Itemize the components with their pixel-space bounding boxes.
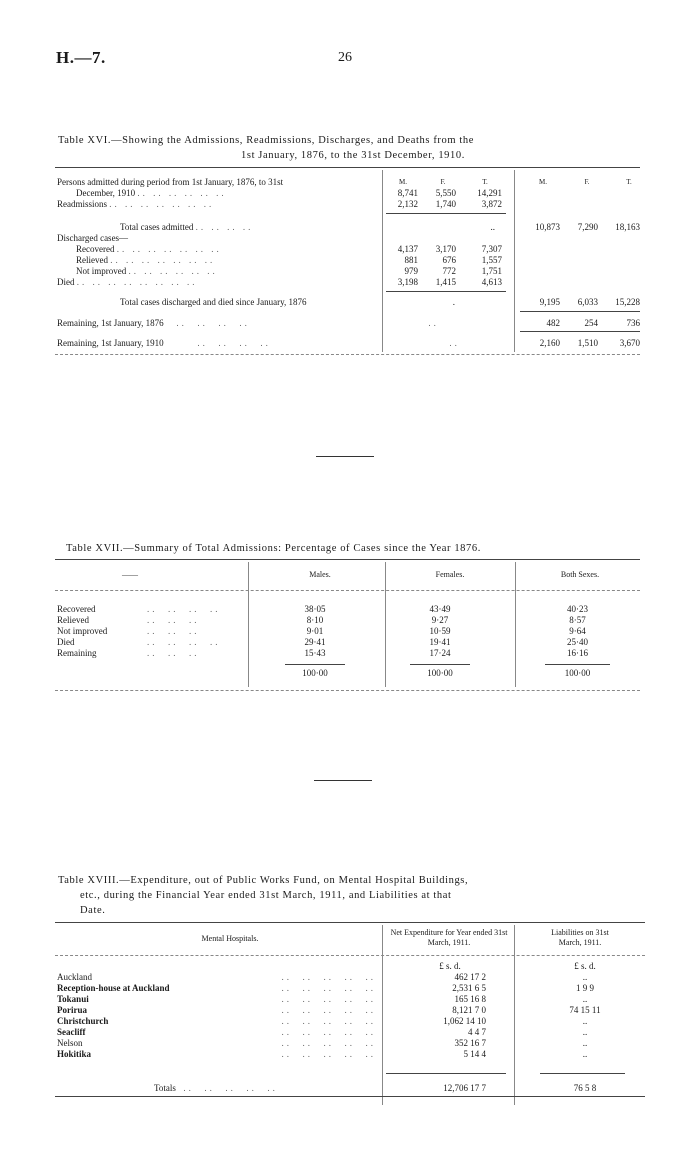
t16-subtotal-rule xyxy=(520,331,640,332)
t16-cell: 10,873 xyxy=(535,222,560,232)
t16-row-label: Not improved .. .. .. .. .. .. xyxy=(76,266,218,276)
t18-cell-liabilities: 74 15 11 xyxy=(569,1005,601,1015)
t16-cell: 14,291 xyxy=(477,188,502,198)
t16-row-label: Discharged cases— xyxy=(57,233,129,243)
t18-row-name: Hokitika xyxy=(57,1049,92,1059)
t16-cell: 482 xyxy=(546,318,560,328)
t16-head-m-outer: M. xyxy=(539,178,547,186)
t17-head-females: Females. xyxy=(435,570,465,579)
table16-divider-2 xyxy=(514,170,515,352)
t17-cell-males: 8·10 xyxy=(306,615,324,625)
table17-divider xyxy=(248,562,249,687)
table-row: Died .. .. .. .. xyxy=(57,637,221,647)
t16-cell: 736 xyxy=(626,318,640,328)
t16-cell: 676 xyxy=(442,255,456,265)
table-row: Remaining .. .. .. xyxy=(57,648,200,658)
table-row: Auckland .. .. .. .. .. xyxy=(57,972,376,982)
t18-cell-liabilities: .. xyxy=(582,1027,588,1037)
t16-subtotal-rule xyxy=(386,291,506,292)
table17-title: Table XVII.—Summary of Total Admissions: Percentage of Cases since the Year 1876. xyxy=(66,543,481,554)
t16-row-label: Readmissions .. .. .. .. .. .. .. xyxy=(57,199,215,209)
t16-row-label: December, 1910 .. .. .. .. .. .. xyxy=(76,188,227,198)
t16-cell: 4,613 xyxy=(481,277,502,287)
table18-divider xyxy=(382,925,383,1105)
t18-cell-expenditure: 2,531 6 5 xyxy=(452,983,486,993)
t17-total-rule xyxy=(410,664,470,665)
t16-cell: 9,195 xyxy=(539,297,560,307)
table-row: Christchurch .. .. .. .. .. xyxy=(57,1016,376,1026)
table-row: Hokitika .. .. .. .. .. xyxy=(57,1049,376,1059)
table-row: Relieved .. .. .. xyxy=(57,615,200,625)
t18-row-name: Nelson xyxy=(57,1038,83,1048)
t16-cell: 3,872 xyxy=(481,199,502,209)
t17-cell-males: 15·43 xyxy=(304,648,326,658)
table16-top-rule xyxy=(55,167,640,168)
t17-cell-both: 9·64 xyxy=(569,626,586,636)
t17-cell-females: 17·24 xyxy=(429,648,451,658)
t18-total-rule xyxy=(386,1073,506,1074)
t16-cell: 1,740 xyxy=(435,199,456,209)
table18-divider xyxy=(514,925,515,1105)
table-row: Tokanui .. .. .. .. .. xyxy=(57,994,376,1004)
t18-cell-liabilities: 1 9 9 xyxy=(576,983,594,993)
t18-cell-expenditure: 8,121 7 0 xyxy=(452,1005,486,1015)
table16-title xyxy=(58,133,648,163)
t17-row-label: Relieved xyxy=(57,615,89,625)
t16-row-label: Died .. .. .. .. .. .. .. .. xyxy=(57,277,198,287)
t16-cell: 7,307 xyxy=(481,244,502,254)
t18-totals-label: Totals .. .. .. .. .. xyxy=(154,1083,278,1093)
t18-head-expenditure: Net Expenditure for Year ended 31st March, 1911. xyxy=(390,928,508,947)
table-row: Not improved .. .. .. xyxy=(57,626,200,636)
t16-row-label: Relieved .. .. .. .. .. .. .. xyxy=(76,255,216,265)
t16-row-label: Remaining, 1st January, 1910 .. .. .. .. .. xyxy=(57,338,460,348)
t17-cell-males: 29·41 xyxy=(304,637,326,647)
t18-head-liabilities: Liabilities on 31st March, 1911. xyxy=(551,928,609,947)
t16-row-label: Recovered .. .. .. .. .. .. .. xyxy=(76,244,222,254)
t17-head-both: Both Sexes. xyxy=(560,570,600,579)
t16-dots: .. xyxy=(490,222,495,232)
t16-cell: 254 xyxy=(584,318,598,328)
table-row: Recovered .. .. .. .. xyxy=(57,604,221,614)
table-row: Seacliff .. .. .. .. .. xyxy=(57,1027,376,1037)
t17-head-males: Males. xyxy=(309,570,331,579)
t16-cell: 3,198 xyxy=(397,277,418,287)
t16-cell: 979 xyxy=(404,266,418,276)
t16-cell: 1,557 xyxy=(481,255,502,265)
t16-subtotal-rule xyxy=(386,213,506,214)
t18-cell-liabilities: .. xyxy=(582,994,588,1004)
t16-subtotal-rule xyxy=(520,311,640,312)
t17-cell-females: 43·49 xyxy=(429,604,451,614)
t18-total-liabilities: 76 5 8 xyxy=(573,1083,597,1093)
table-row: Porirua .. .. .. .. .. xyxy=(57,1005,376,1015)
t16-head-f: F. xyxy=(440,178,446,186)
t17-row-label: Died xyxy=(57,637,75,647)
t17-head-blank: —— xyxy=(122,570,138,579)
t18-cell-liabilities: .. xyxy=(582,1049,588,1059)
t18-row-name: Porirua xyxy=(57,1005,87,1015)
t17-row-label: Remaining xyxy=(57,648,97,658)
t18-row-name: Reception-house at Auckland xyxy=(57,983,170,993)
t17-cell-both: 16·16 xyxy=(567,648,588,658)
t17-cell-females: 19·41 xyxy=(429,637,451,647)
t18-cell-liabilities: .. xyxy=(582,1038,588,1048)
table18-top-rule xyxy=(55,922,645,923)
table17-divider xyxy=(515,562,516,687)
t18-cell-expenditure: 352 16 7 xyxy=(454,1038,486,1048)
t17-cell-males: 38·05 xyxy=(304,604,326,614)
table16-bottom-rule xyxy=(55,354,640,355)
t18-row-name: Christchurch xyxy=(57,1016,109,1026)
table17-header-rule xyxy=(55,590,640,591)
t16-head-t-outer: T. xyxy=(626,178,632,186)
t18-row-name: Auckland xyxy=(57,972,92,982)
t16-head-f-outer: F. xyxy=(584,178,590,186)
t16-cell: 15,228 xyxy=(615,297,640,307)
t16-head-t: T. xyxy=(482,178,488,186)
t17-cell-females: 9·27 xyxy=(431,615,449,625)
table18-title-line1: Table XVIII.—Expenditure, out of Public Works Fund, on Mental Hospital Buildings, xyxy=(58,875,469,886)
t16-cell: 4,137 xyxy=(397,244,418,254)
t16-row-label: Remaining, 1st January, 1876 .. .. .. .. .. xyxy=(57,318,439,328)
table17-divider xyxy=(385,562,386,687)
t18-cell-expenditure: 462 17 2 xyxy=(454,972,486,982)
t18-head-hospitals: Mental Hospitals. xyxy=(201,934,259,943)
t16-cell: 3,670 xyxy=(619,338,640,348)
t18-cell-expenditure: 165 16 8 xyxy=(454,994,486,1004)
t16-cell: 1,510 xyxy=(577,338,598,348)
t16-head-m: M. xyxy=(399,178,407,186)
t17-total-both: 100·00 xyxy=(564,668,591,678)
section-separator xyxy=(316,456,374,457)
t17-total-rule xyxy=(285,664,345,665)
table-row: Nelson .. .. .. .. .. xyxy=(57,1038,376,1048)
t18-cell-liabilities: .. xyxy=(582,1016,588,1026)
table18-title xyxy=(58,873,650,918)
table18-header-rule xyxy=(55,955,645,956)
t16-cell: 5,550 xyxy=(435,188,456,198)
t18-cell-expenditure: 1,062 14 10 xyxy=(443,1016,486,1026)
t16-row-label: Total cases discharged and died since January, 1876 xyxy=(120,297,307,307)
page-number: 26 xyxy=(338,50,352,65)
t16-cell: 3,170 xyxy=(435,244,456,254)
t17-cell-females: 10·59 xyxy=(429,626,451,636)
t18-total-expenditure: 12,706 17 7 xyxy=(443,1083,486,1093)
t16-cell: 8,741 xyxy=(397,188,418,198)
t17-cell-both: 40·23 xyxy=(567,604,588,614)
t16-cell: 2,160 xyxy=(539,338,560,348)
t17-total-rule xyxy=(545,664,610,665)
report-code: H.—7. xyxy=(56,48,106,67)
t16-cell: 1,415 xyxy=(435,277,456,287)
table17-bottom-rule xyxy=(55,690,640,691)
t18-currency-head: £ s. d. xyxy=(439,961,461,971)
t17-row-label: Not improved xyxy=(57,626,108,636)
t18-currency-head: £ s. d. xyxy=(574,961,596,971)
t16-cell: 881 xyxy=(404,255,418,265)
t18-row-name: Seacliff xyxy=(57,1027,86,1037)
table16-title-line2: 1st January, 1876, to the 31st December, 1910. xyxy=(241,150,465,161)
table16-title-line1: Table XVI.—Showing the Admissions, Readmissions, Discharges, and Deaths from the xyxy=(58,135,474,146)
table18-title-line2: etc., during the Financial Year ended 31st March, 1911, and Liabilities at that xyxy=(80,890,452,901)
t16-cell: 7,290 xyxy=(577,222,598,232)
t18-cell-liabilities: .. xyxy=(582,972,588,982)
t17-cell-males: 9·01 xyxy=(306,626,324,636)
t16-dots: . xyxy=(452,297,455,307)
table17-top-rule xyxy=(55,559,640,560)
t17-total-males: 100·00 xyxy=(302,668,328,678)
t17-cell-both: 8·57 xyxy=(569,615,586,625)
t17-total-females: 100·00 xyxy=(427,668,453,678)
t16-cell: 18,163 xyxy=(615,222,640,232)
table18-bottom-rule xyxy=(55,1096,645,1097)
t16-row-label: Persons admitted during period from 1st January, 1876, to 31st xyxy=(57,177,284,187)
t16-row-label: Total cases admitted .. .. .. .. xyxy=(120,222,254,232)
t16-cell: 1,751 xyxy=(481,266,502,276)
t16-cell: 2,132 xyxy=(397,199,418,209)
t18-cell-expenditure: 4 4 7 xyxy=(468,1027,486,1037)
t18-cell-expenditure: 5 14 4 xyxy=(463,1049,486,1059)
t17-row-label: Recovered xyxy=(57,604,96,614)
table18-title-line3: Date. xyxy=(80,905,106,916)
t16-cell: 6,033 xyxy=(577,297,598,307)
t18-row-name: Tokanui xyxy=(57,994,89,1004)
t16-cell: 772 xyxy=(442,266,456,276)
section-separator xyxy=(314,780,372,781)
table-row: Reception-house at Auckland .. .. .. .. .. xyxy=(57,983,376,993)
t17-cell-both: 25·40 xyxy=(567,637,588,647)
t18-total-rule xyxy=(540,1073,625,1074)
